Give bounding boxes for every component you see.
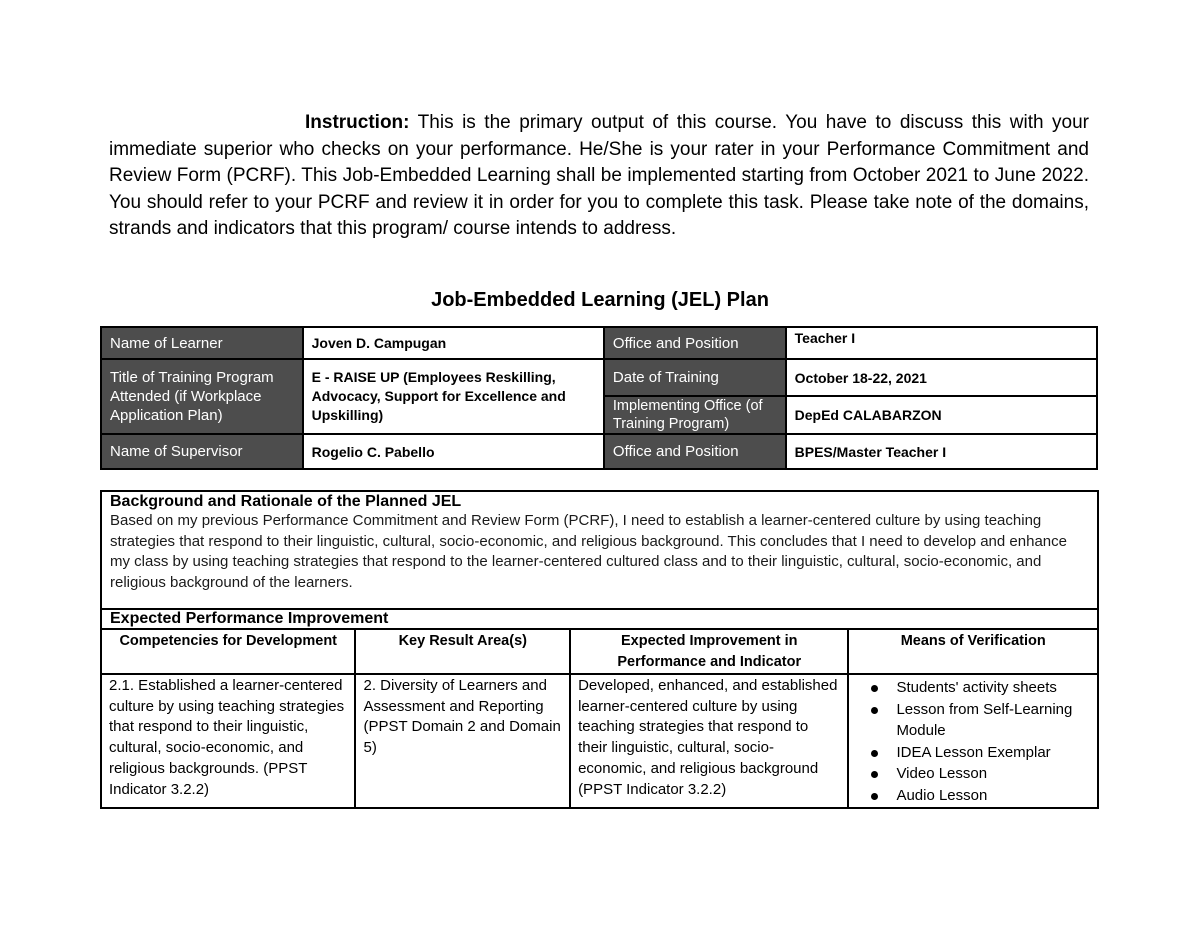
bullet-icon (871, 750, 878, 757)
training-program-value: E - RAISE UP (Employees Reskilling, Advocacy, Support for Excellence and Upskilling) (303, 359, 604, 434)
background-title: Background and Rationale of the Planned JEL (110, 493, 462, 510)
header-expected-improvement: Expected Improvement in Performance and Indicator (570, 629, 848, 674)
list-item: Lesson from Self-Learning Module (856, 699, 1090, 742)
office-position-value-2: BPES/Master Teacher I (786, 434, 1097, 469)
expected-improvement-cell: Developed, enhanced, and established learner-centered culture by using teaching strategies that respond to their linguistic, cultural, socio-economic, and religious background (PPST Indicator 3.2.2) (570, 674, 848, 808)
office-position-label-1: Office and Position (604, 327, 786, 359)
verification-list (856, 677, 1090, 806)
implementing-office-value: DepEd CALABARZON (786, 396, 1097, 434)
supervisor-name-value: Rogelio C. Pabello (303, 434, 604, 469)
bullet-icon (871, 771, 878, 778)
bullet-icon (871, 707, 878, 714)
competency-cell: 2.1. Established a learner-centered culture by using teaching strategies that respond to their linguistic, cultural, socio-economic, and religious backgrounds. (PPST Indicator 3.2.2) (101, 674, 355, 808)
implementing-office-label: Implementing Office (of Training Program) (604, 396, 786, 434)
header-competencies: Competencies for Development (101, 629, 355, 674)
bullet-icon (871, 793, 878, 800)
instruction-label: Instruction: (305, 112, 410, 133)
improvement-title: Expected Performance Improvement (101, 609, 1098, 629)
table-row (101, 674, 1098, 808)
office-position-value-1: Teacher I (786, 327, 1097, 359)
header-means-of-verification: Means of Verification (848, 629, 1098, 674)
jel-plan-table (100, 490, 1099, 809)
plan-title: Job-Embedded Learning (JEL) Plan (431, 289, 769, 311)
instruction-text: This is the primary output of this course. You have to discuss this with your immediate superior who checks on your performance. He/She is your rater in your Performance Commitment and Review Form (PCRF). This Job-Embedded Learning shall be implemented starting from October 2021 to June 2022. You should refer to your PCRF and review it in order for you to complete this task. Please take note of the domains, strands and indicators that this program/ course intends to address. (109, 112, 1090, 239)
supervisor-name-label: Name of Supervisor (101, 434, 303, 469)
instruction-paragraph (109, 110, 1089, 243)
background-text: Based on my previous Performance Commitment and Review Form (PCRF), I need to establish a learner-centered culture by using teaching strategies that respond to their linguistic, cultural, socio-economic, and religious background. This concludes that I need to develop and enhance my class by using teaching strategies that respond to the learner-centered cultured class and to their linguistic, cultural, socio-economic, and religious background of the learners. (110, 512, 1067, 591)
bullet-icon (871, 685, 878, 692)
training-program-label: Title of Training Program Attended (if Workplace Application Plan) (101, 359, 303, 434)
office-position-label-2: Office and Position (604, 434, 786, 469)
learner-name-value: Joven D. Campugan (303, 327, 604, 359)
date-of-training-value: October 18-22, 2021 (786, 359, 1097, 396)
header-key-result-areas: Key Result Area(s) (355, 629, 570, 674)
learner-info-table (100, 326, 1098, 470)
list-item: Video Lesson (856, 763, 1090, 785)
list-item: Students' activity sheets (856, 677, 1090, 699)
date-of-training-label: Date of Training (604, 359, 786, 396)
learner-name-label: Name of Learner (101, 327, 303, 359)
background-section (101, 491, 1098, 609)
kra-cell: 2. Diversity of Learners and Assessment and Reporting (PPST Domain 2 and Domain 5) (355, 674, 570, 808)
list-item: IDEA Lesson Exemplar (856, 742, 1090, 764)
list-item: Audio Lesson (856, 785, 1090, 807)
verification-cell (848, 674, 1098, 808)
